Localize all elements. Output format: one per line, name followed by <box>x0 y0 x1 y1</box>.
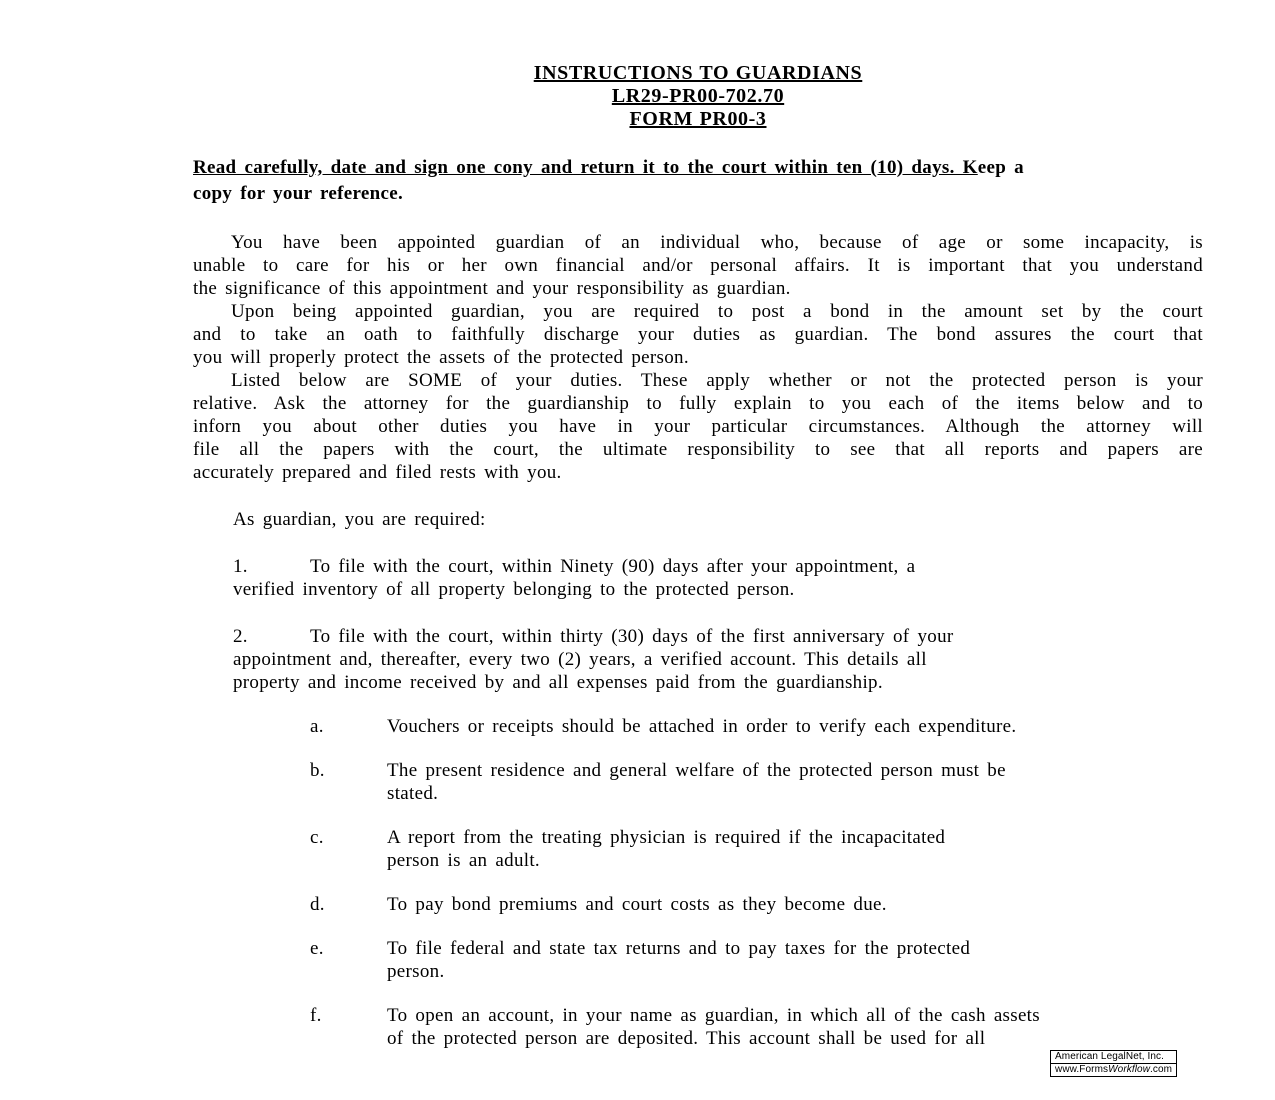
paragraph-line: Listed below are SOME of your duties. These apply whether or not the protected person is your <box>231 370 1203 391</box>
document-body <box>193 62 1203 1050</box>
paragraph-line: inforn you about other duties you have in your particular circumstances. Although the attorney will <box>193 416 1203 437</box>
paragraph-line: unable to care for his or her own financial and/or personal affairs. It is important that you understand <box>193 255 1203 276</box>
item-number: 2. <box>233 626 248 647</box>
intro-paragraphs <box>193 231 1203 484</box>
stamp-url-prefix: www.Forms <box>1055 1064 1109 1075</box>
item-first-line <box>310 1004 1203 1027</box>
item-first-line <box>310 715 1203 738</box>
paragraph-line: the significance of this appointment and your responsibility as guardian. <box>193 278 791 299</box>
notice-trailing-text: eep a <box>977 157 1024 178</box>
paragraph-line: file all the papers with the court, the ultimate responsibility to see that all reports and papers are <box>193 439 1203 460</box>
item-line: person. <box>387 961 445 982</box>
paragraph-line: relative. Ask the attorney for the guardianship to fully explain to you each of the items below and to <box>193 393 1203 414</box>
notice-paragraph <box>193 155 1203 207</box>
notice-second-line: copy for your reference. <box>193 183 404 204</box>
item-line: Vouchers or receipts should be attached in order to verify each expenditure. <box>387 716 1017 737</box>
stamp-company-line: American LegalNet, Inc. <box>1055 1051 1165 1062</box>
legalnet-stamp <box>1050 1050 1177 1077</box>
item-letter: e. <box>310 938 324 959</box>
item-first-line <box>310 937 1203 960</box>
item-line: stated. <box>387 783 439 804</box>
item-line: property and income received by and all expenses paid from the guardianship. <box>233 672 883 693</box>
item-first-line <box>233 625 1203 648</box>
item-letter: c. <box>310 827 324 848</box>
item-line: person is an adult. <box>387 850 540 871</box>
paragraph-line: You have been appointed guardian of an individual who, because of age or some incapacity, is <box>231 232 1203 253</box>
lettered-item-e <box>193 937 1203 983</box>
lettered-item-c <box>193 826 1203 872</box>
lettered-item-a <box>193 715 1203 738</box>
notice-underlined-text: Read carefully, date and sign one cony and return it to the court within ten (10) days. K <box>193 157 978 178</box>
item-line: of the protected person are deposited. This account shall be used for all <box>387 1028 986 1049</box>
item-first-line <box>233 555 1203 578</box>
item-line: To pay bond premiums and court costs as they become due. <box>387 894 887 915</box>
title-line-3: FORM PR00-3 <box>629 108 767 130</box>
paragraph-line: you will properly protect the assets of the protected person. <box>193 347 689 368</box>
item-letter: a. <box>310 716 324 737</box>
paragraph-line: Upon being appointed guardian, you are required to post a bond in the amount set by the court <box>231 301 1203 322</box>
paragraph-line: accurately prepared and filed rests with you. <box>193 462 562 483</box>
lettered-item-b <box>193 759 1203 805</box>
item-line: The present residence and general welfare of the protected person must be <box>387 760 1006 781</box>
item-first-line <box>310 893 1203 916</box>
item-line: To file with the court, within thirty (30) days of the first anniversary of your <box>310 626 954 647</box>
lettered-item-f <box>193 1004 1203 1050</box>
item-line: To file with the court, within Ninety (90) days after your appointment, a <box>310 556 916 577</box>
title-line-2: LR29-PR00-702.70 <box>611 85 785 107</box>
item-line: A report from the treating physician is required if the incapacitated <box>387 827 946 848</box>
item-line: To file federal and state tax returns and to pay taxes for the protected <box>387 938 971 959</box>
document-title-block <box>193 62 1203 131</box>
title-line-1: INSTRUCTIONS TO GUARDIANS <box>533 62 863 84</box>
required-intro-line: As guardian, you are required: <box>233 509 486 530</box>
item-first-line <box>310 826 1203 849</box>
stamp-url-suffix: .com <box>1150 1064 1173 1075</box>
lettered-item-d <box>193 893 1203 916</box>
item-letter: d. <box>310 894 325 915</box>
item-line: To open an account, in your name as guardian, in which all of the cash assets <box>387 1005 1040 1026</box>
stamp-url-italic: Workflow <box>1108 1064 1151 1075</box>
item-letter: f. <box>310 1005 322 1026</box>
paragraph-line: and to take an oath to faithfully discharge your duties as guardian. The bond assures the court that <box>193 324 1203 345</box>
item-first-line <box>310 759 1203 782</box>
item-letter: b. <box>310 760 325 781</box>
item-line: appointment and, thereafter, every two (2) years, a verified account. This details all <box>233 649 927 670</box>
item-line: verified inventory of all property belonging to the protected person. <box>233 579 795 600</box>
item-number: 1. <box>233 556 248 577</box>
stamp-url-line <box>1051 1063 1176 1076</box>
numbered-item-2 <box>193 625 1203 694</box>
numbered-item-1 <box>193 555 1203 601</box>
